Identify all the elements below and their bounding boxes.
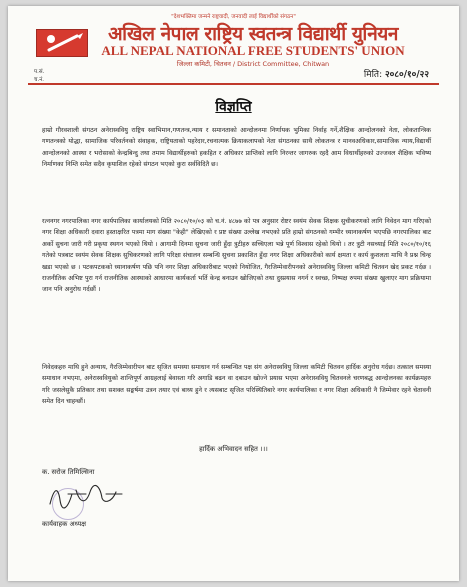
notice-paragraph-2: रत्ननगर नगरपालिका नगर कार्यपालिका कार्यालयको मिति २०८०/१०/०३ को च.नं. ४८७७ को पत्र अनुसार रोष्टर स्वयंम सेवक शिक्षक सुचीकरणको लागि निवेदन माग गरिएको नगर शिक्षा अधिकारी दवारा हस्ताक्षरित पत्रमा माग संख्या "केही" लेखिएको र प्रष्ट संख्या उल्लेख नभएको प्रति हाम्रो संगठनको गम्भीर ध्यानाकर्षण भएपछि नगरपालिका बाट अर्को सुचना जारी गरी प्रकृया स्थगन भएको थियो । आगामी दिनमा सुचना जारी हुँदा त्रुटीहरु सच्चिएला भन्ने पूर्ण विश्वास रहेको थियो । तर त्रुटी नसच्याई मिति २०८०/१०/१६ गतेको पत्रबाट स्वयंम सेवक शिक्षक सुचिकरणको लागि परिक्षा संचालन सम्बन्धि सुचना प्रकाशित हुँदा नगर शिक्षा अधिकारीको कार्य क्षमता र कार्य कुशलता माथि नै प्रश्न चिन्ह खडा भएको छ । पटकपटकको ध्यानाकर्षण पछि पनि नगर शिक्षा अधिकारीबाट भएको नियोजित, गैरजिम्मेवारीपनको अनेरास्ववियु जिल्ला कमिटी चितवन खेद प्रकट गर्दछ । राजनीतिक अभिष्ट पुरा गर्न राजनीतिक आस्थाको आधारमा कार्यकर्ता भर्ति केन्द्र बनाउन खोजिएको तथा दुस्प्रयास नगर्न र स्वच्छ, निष्पक्ष रुपमा संख्या खुलाएर माग प्रक्रियामा जान पनि अनुरोध गर्दछौं । xyxy=(42,218,431,294)
handwritten-signature xyxy=(46,482,144,512)
notice-paragraph-3: निवेदकहरु माथि हुने अन्याय, गैरजिम्मेवारीपन बाट सृजित समस्या समाधान गर्न सम्बन्धित पक्ष संग अनेरास्ववियु जिल्ला कमिटी चितवन हार्दिक अनुरोध गर्दछ। तत्काल समस्या समाधान नभएमा, अनेरास्ववियुको शान्तिपूर्ण आग्रहलाई बेवास्ता गरि अगाडि बढन वा दबाउन खोज्ने प्रयास भएमा अनेरास्ववियु चितवनले चरणबद्ध आन्दोलनका कार्यक्रमहरु गरि जसलेसुकै प्रतिकार तथा सशक्त सङ्घर्षमा उत्रन तयार एवं बाध्य हुने र त्यसबाट सृजित परिस्थितिबारे नगर कार्यपालिका र नगर शिक्षा अधिकारी नै जिम्मेवार रहने चेतावनी समेत दिन चाहन्छौं। xyxy=(42,364,431,406)
notice-title-text: विज्ञप्ति xyxy=(215,99,252,115)
reference-number-label: प.सं. xyxy=(34,69,45,75)
organization-flag-icon xyxy=(36,29,88,57)
date-line xyxy=(364,67,429,80)
pen-emblem-icon xyxy=(37,30,87,56)
date-label: मिति: xyxy=(363,70,383,80)
notice-paragraph-1: हाम्रो गौरवशाली संगठन अनेरास्ववियु राष्ट्रिय स्वाभिमान,गणतन्त्र,न्याय र समानताको आन्दोलनमा निर्णायक भुमिका निर्वाह गर्ने,शैक्षिक आन्दोलनको नेता, लोकतान्त्रिक गणतन्त्रको योद्धा, सामाजिक परिवर्तनको संवाहक, राष्ट्रियताको पहरेदार,रचनात्मक क्रियाकलापको नेता संगठनका साथै लोकतन्त्र र मानवअधिकार,सामाजिक न्याय,विद्यार्थी आन्दोलनको आस्था र भरोसाको केन्द्रबिन्दु तथा तमाम विद्यार्थीहरुको हकहित र अधिकार प्राप्तिको लागि निरन्तर जागरुक रहदै आम विधार्थीहरुको उज्जवल शैक्षिक भविष्य निर्माणका निम्ति समेत सदैव कृयाशिल रहेको संगठन भएको कुरा सर्वविदितै छ। xyxy=(42,127,431,169)
committee-name: जिल्ला कमिटी, चितवन / District Committee, Chitwan xyxy=(176,60,330,68)
closing-salutation: हार्दिक अभिवादन सहित ।।। xyxy=(199,445,268,453)
signatory-name: क. सरोज तिमिल्सिना xyxy=(42,468,95,476)
notice-title xyxy=(8,97,459,116)
header-slogan: "देशभक्तिमा जन्मने राष्ट्रवादी, जनवादी लाई विद्यार्थीको संगठन" xyxy=(171,14,296,20)
signatory-role: कार्यवाहक अध्यक्ष xyxy=(42,520,87,528)
notice-document xyxy=(8,6,459,581)
dispatch-number-label: च.नं. xyxy=(34,77,45,83)
org-name-english: ALL NEPAL NATIONAL FREE STUDENTS' UNION xyxy=(101,43,405,58)
header-divider xyxy=(28,83,439,85)
date-value: २०८०/१०/२२ xyxy=(384,70,429,80)
org-name-nepali: अखिल नेपाल राष्ट्रिय स्वतन्त्र विद्यार्थी युनियन xyxy=(108,23,398,45)
